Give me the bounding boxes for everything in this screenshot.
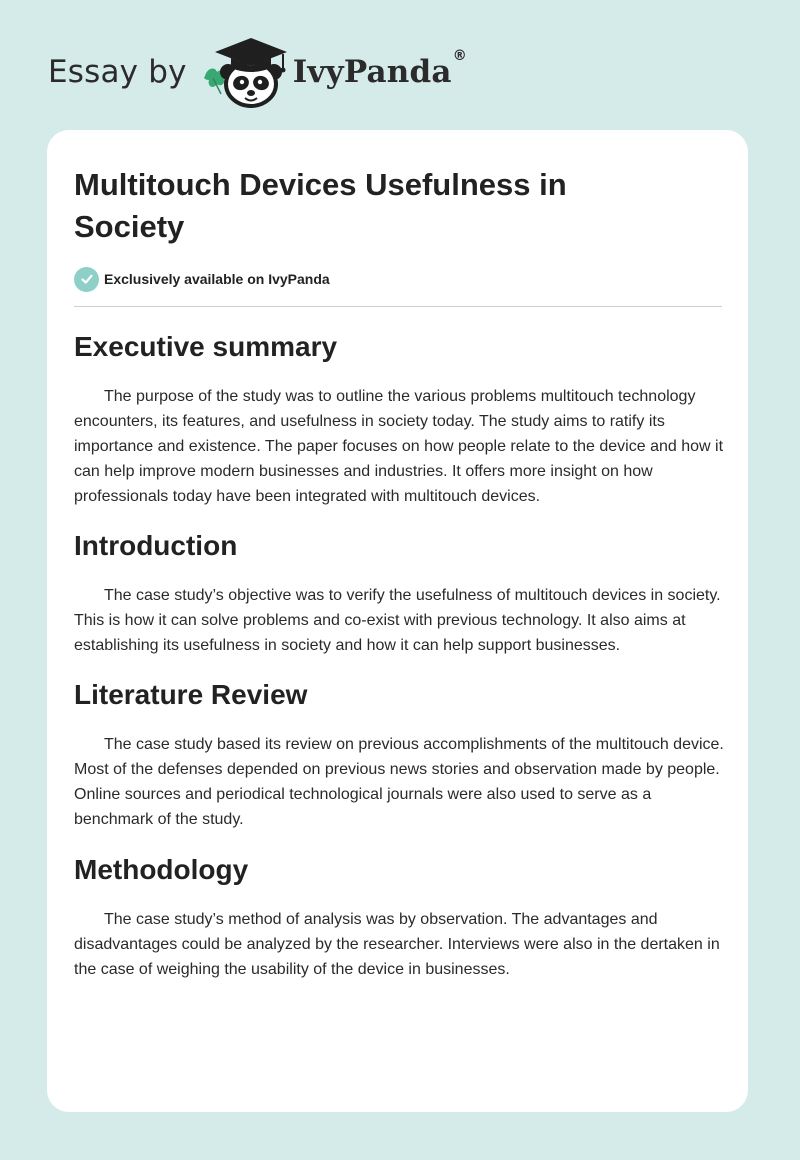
section-heading-literature-review: Literature Review [74,679,308,710]
check-icon [74,267,99,292]
panda-graduation-cap-icon [201,34,291,110]
section-heading-methodology: Methodology [74,854,249,885]
badge-label: Exclusively available on IvyPanda [104,271,330,287]
brand-prefix: Essay by [48,54,187,90]
brand-name: IvyPanda® [292,48,467,90]
divider [74,306,722,307]
section-body-introduction: The case study’s objective was to verify the usefulness of multitouch devices in society. This is how it can solve problems and co-exist with previous technology. It also aims at establishing its usefulness in society and how it can help support businesses. [74,587,721,654]
essay-card [47,130,748,1112]
registered-mark: ® [452,48,467,64]
section-body-methodology: The case study’s method of analysis was by observation. The advantages and disadvantages could be analyzed by the researcher. Interviews were also in the dertaken in the case of weighing the usability of the device in businesses. [74,911,720,978]
page-title: Multitouch Devices Usefulness in Society [74,167,567,244]
exclusive-badge [74,266,722,292]
site-header [48,34,467,110]
section-body-executive-summary: The purpose of the study was to outline the various problems multitouch technology encounters, its features, and usefulness in society today. The study aims to ratify its importance and existence. The paper focuses on how people relate to the device and how it can help improve modern businesses and industries. It offers more insight on how professionals today have been integrated with multitouch devices. [74,388,724,505]
section-body-literature-review: The case study based its review on previous accomplishments of the multitouch device. Most of the defenses depended on previous news stories and observation made by people. Online sources and periodical technological journals were also used to serve as a benchmark of the study. [74,736,724,828]
section-heading-introduction: Introduction [74,530,238,561]
section-heading-executive-summary: Executive summary [74,331,338,362]
